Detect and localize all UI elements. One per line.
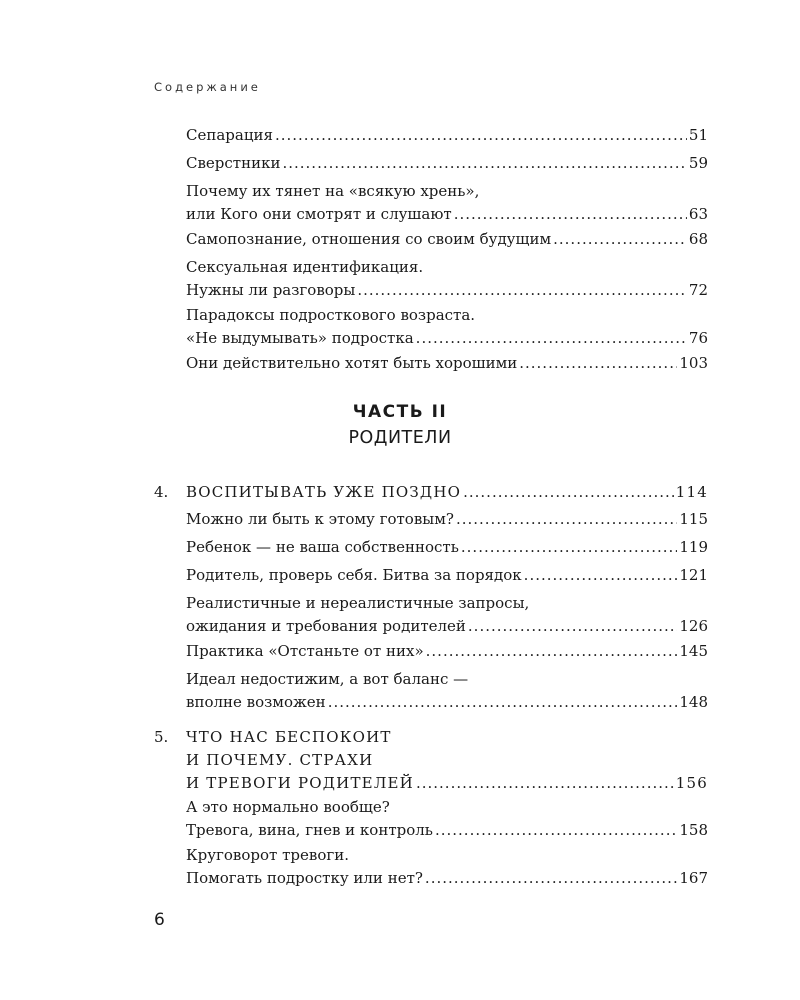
page-number: 115	[679, 510, 708, 528]
part-label: ЧАСТЬ II	[352, 402, 448, 422]
entry-title: Сверстники	[186, 154, 281, 172]
chapter-heading	[154, 481, 708, 504]
page-folio: 6	[154, 910, 165, 930]
leader-dots	[454, 203, 687, 226]
entry-title-line: А это нормально вообще?	[186, 798, 390, 816]
entry-title-line: Парадоксы подросткового возраста.	[186, 306, 476, 324]
leader-dots	[426, 640, 678, 663]
leader-dots	[553, 228, 687, 251]
entry-title-line: Почему их тянет на «всякую хрень»,	[186, 182, 480, 200]
leader-dots	[463, 481, 674, 504]
leader-dots	[357, 279, 687, 302]
entry-title-line: Круговорот тревоги.	[186, 846, 349, 864]
leader-dots	[435, 819, 677, 842]
toc-entry	[186, 668, 708, 714]
entry-title: Ребенок — не ваша собственность	[186, 538, 459, 556]
page-number: 103	[679, 354, 708, 372]
leader-dots	[425, 867, 677, 890]
page-number: 158	[679, 821, 708, 839]
page-number: 156	[675, 774, 708, 792]
toc-entry	[186, 536, 708, 559]
page-number: 121	[679, 566, 708, 584]
page-number: 59	[688, 154, 708, 172]
entry-title-line: Реалистичные и нереалистичные запросы,	[186, 594, 530, 612]
entry-title: Тревога, вина, гнев и контроль	[186, 821, 433, 839]
page-number: 126	[679, 617, 708, 635]
page-number: 51	[688, 126, 708, 144]
toc-entry	[186, 124, 708, 147]
toc-entry	[186, 256, 708, 302]
chapter-title: ВОСПИТЫВАТЬ УЖЕ ПОЗДНО	[186, 483, 462, 501]
part-title: РОДИТЕЛИ	[348, 428, 452, 448]
toc-entry	[186, 180, 708, 226]
leader-dots	[519, 352, 677, 375]
chapter-number: 4.	[154, 483, 169, 501]
toc-entry	[186, 592, 708, 638]
entry-title: «Не выдумывать» подростка	[186, 329, 414, 347]
toc-entry	[186, 352, 708, 375]
leader-dots	[468, 615, 677, 638]
toc-entry	[186, 304, 708, 350]
entry-title: Нужны ли разговоры	[186, 281, 356, 299]
entry-title-line: Сексуальная идентификация.	[186, 258, 424, 276]
toc-entry	[186, 640, 708, 663]
toc-entry	[186, 796, 708, 842]
page-number: 76	[688, 329, 708, 347]
page-number: 119	[679, 538, 708, 556]
leader-dots	[456, 508, 677, 531]
chapter-heading	[154, 726, 708, 795]
leader-dots	[416, 772, 674, 795]
chapter-title: И ТРЕВОГИ РОДИТЕЛЕЙ	[186, 774, 414, 792]
entry-title: Родитель, проверь себя. Битва за порядок	[186, 566, 522, 584]
toc-entry	[186, 228, 708, 251]
page-number: 145	[679, 642, 708, 660]
toc-entry	[186, 564, 708, 587]
page-number: 63	[688, 205, 708, 223]
leader-dots	[461, 536, 677, 559]
leader-dots	[328, 691, 678, 714]
leader-dots	[416, 327, 687, 350]
toc-entry	[186, 152, 708, 175]
leader-dots	[275, 124, 687, 147]
entry-title: Самопознание, отношения со своим будущим	[186, 230, 552, 248]
leader-dots	[282, 152, 686, 175]
page-number: 68	[688, 230, 708, 248]
toc-entry	[186, 844, 708, 890]
entry-title: Сепарация	[186, 126, 273, 144]
toc-entry	[186, 508, 708, 531]
entry-title: Практика «Отстаньте от них»	[186, 642, 424, 660]
chapter-title-line: ЧТО НАС БЕСПОКОИТ	[186, 728, 392, 746]
entry-title: или Кого они смотрят и слушают	[186, 205, 452, 223]
leader-dots	[524, 564, 678, 587]
chapter-number: 5.	[154, 728, 169, 746]
entry-title: Они действительно хотят быть хорошими	[186, 354, 518, 372]
page-number: 148	[679, 693, 708, 711]
running-head: Содержание	[154, 80, 261, 94]
entry-title: Помогать подростку или нет?	[186, 869, 423, 887]
entry-title: вполне возможен	[186, 693, 326, 711]
entry-title: ожидания и требования родителей	[186, 617, 466, 635]
page-number: 72	[688, 281, 708, 299]
entry-title: Можно ли быть к этому готовым?	[186, 510, 454, 528]
entry-title-line: Идеал недостижим, а вот баланс —	[186, 670, 469, 688]
page-number: 167	[679, 869, 708, 887]
page-number: 114	[675, 483, 708, 501]
chapter-title-line: И ПОЧЕМУ. СТРАХИ	[186, 751, 374, 769]
